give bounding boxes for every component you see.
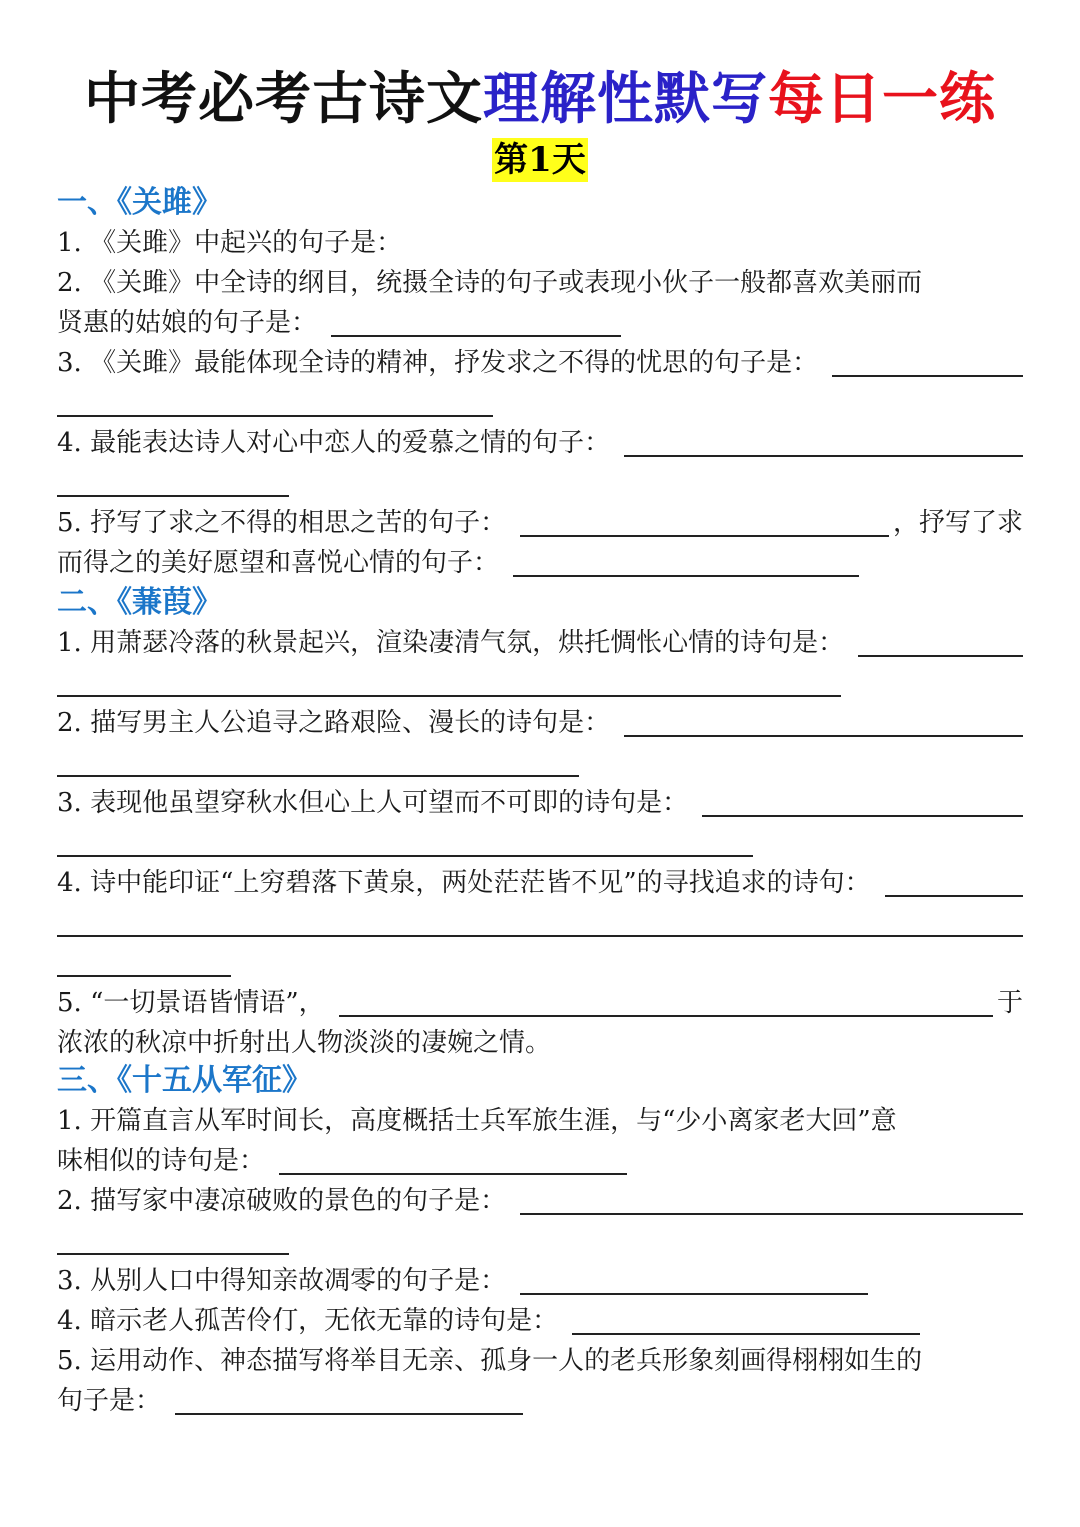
question-3-2-blank	[57, 1221, 1023, 1261]
answer-blank[interactable]	[57, 935, 1023, 937]
question-3-1-cont	[57, 1141, 1023, 1181]
question-text: 于	[996, 988, 1023, 1018]
question-2-2	[57, 703, 1023, 743]
question-text: 3. 表现他虽望穿秋水但心上人可望而不可即的诗句是：	[57, 788, 689, 818]
answer-blank[interactable]	[175, 1413, 523, 1415]
question-3-5-cont	[57, 1381, 1023, 1421]
question-2-4	[57, 863, 1023, 903]
section-heading-guanju	[57, 183, 1023, 223]
answer-blank[interactable]	[702, 815, 1023, 817]
answer-blank[interactable]	[624, 455, 1023, 457]
question-text: 5. 运用动作、神态描写将举目无亲、孤身一人的老兵形象刻画得栩栩如生的	[57, 1346, 923, 1376]
question-3-5	[57, 1341, 1023, 1381]
question-text: 4. 最能表达诗人对心中恋人的爱慕之情的句子：	[57, 428, 611, 458]
answer-blank[interactable]	[339, 1015, 993, 1017]
question-text: ，抒写了求	[892, 508, 1023, 538]
title-part-2: 理解性默写	[483, 67, 768, 132]
question-2-5	[57, 983, 1023, 1023]
answer-blank[interactable]	[57, 495, 289, 497]
question-text: 3. 《关雎》最能体现全诗的精神，抒发求之不得的忧思的句子是：	[57, 348, 819, 378]
question-2-5-cont	[57, 1023, 1023, 1063]
answer-blank[interactable]	[57, 775, 579, 777]
question-1-5-cont	[57, 543, 1023, 583]
section-heading-jianjia	[57, 583, 1023, 623]
day-label-wrap	[0, 138, 1080, 182]
answer-blank[interactable]	[520, 1213, 1023, 1215]
question-1-2	[57, 263, 1023, 303]
question-text: 3. 从别人口中得知亲故凋零的句子是：	[57, 1266, 507, 1296]
question-text: 1. 用萧瑟冷落的秋景起兴，渲染凄清气氛，烘托惆怅心情的诗句是：	[57, 628, 845, 658]
question-2-2-blank	[57, 743, 1023, 783]
question-text: 而得之的美好愿望和喜悦心情的句子：	[57, 548, 500, 578]
question-text: 1. 《关雎》中起兴的句子是：	[57, 228, 403, 258]
answer-blank[interactable]	[57, 855, 753, 857]
title-part-3: 每日一练	[768, 67, 996, 132]
answer-blank[interactable]	[331, 335, 621, 337]
question-2-3-blank	[57, 823, 1023, 863]
answer-blank[interactable]	[520, 1293, 868, 1295]
section-heading-text: 二、《蒹葭》	[57, 585, 222, 620]
question-text: 2. 描写男主人公追寻之路艰险、漫长的诗句是：	[57, 708, 611, 738]
question-text: 5. 抒写了求之不得的相思之苦的句子：	[57, 508, 507, 538]
question-3-1	[57, 1101, 1023, 1141]
question-2-3	[57, 783, 1023, 823]
question-1-1	[57, 223, 1023, 263]
answer-blank[interactable]	[624, 735, 1023, 737]
answer-blank[interactable]	[858, 655, 1023, 657]
page-title	[0, 62, 1080, 138]
section-heading-shiwucongjunzheng	[57, 1061, 1023, 1101]
answer-blank[interactable]	[832, 375, 1023, 377]
title-part-1: 中考必考古诗文	[84, 67, 483, 132]
question-text: 4. 诗中能印证“上穷碧落下黄泉，两处茫茫皆不见”的寻找追求的诗句：	[57, 868, 871, 898]
question-3-2	[57, 1181, 1023, 1221]
day-label: 第1天	[494, 140, 586, 180]
question-text: 2. 描写家中凄凉破败的景色的句子是：	[57, 1186, 507, 1216]
section-heading-text: 三、《十五从军征》	[57, 1063, 312, 1098]
question-2-4-blank-2	[57, 943, 1023, 983]
question-text: 4. 暗示老人孤苦伶仃，无依无靠的诗句是：	[57, 1306, 559, 1336]
question-1-4	[57, 423, 1023, 463]
question-text: 句子是：	[57, 1386, 162, 1416]
question-1-5	[57, 503, 1023, 543]
question-1-3	[57, 343, 1023, 383]
answer-blank[interactable]	[57, 1253, 289, 1255]
question-2-4-blank	[57, 903, 1023, 943]
question-text: 味相似的诗句是：	[57, 1146, 266, 1176]
question-text: 贤惠的姑娘的句子是：	[57, 308, 318, 338]
question-text: 1. 开篇直言从军时间长，高度概括士兵军旅生涯，与“少小离家老大回”意	[57, 1106, 897, 1136]
answer-blank[interactable]	[885, 895, 1023, 897]
question-2-1-blank	[57, 663, 1023, 703]
question-text: 浓浓的秋凉中折射出人物淡淡的凄婉之情。	[57, 1028, 552, 1058]
question-text: 5. “一切景语皆情语”，	[57, 988, 325, 1018]
answer-blank[interactable]	[520, 535, 889, 537]
answer-blank[interactable]	[572, 1333, 920, 1335]
question-2-1	[57, 623, 1023, 663]
answer-blank[interactable]	[57, 415, 493, 417]
answer-blank[interactable]	[57, 695, 841, 697]
question-3-4	[57, 1301, 1023, 1341]
question-1-2-cont	[57, 303, 1023, 343]
question-1-3-blank	[57, 383, 1023, 423]
answer-blank[interactable]	[57, 975, 231, 977]
question-text: 2. 《关雎》中全诗的纲目，统摄全诗的句子或表现小伙子一般都喜欢美丽而	[57, 268, 923, 298]
question-1-4-blank	[57, 463, 1023, 503]
section-heading-text: 一、《关雎》	[57, 185, 222, 220]
question-3-3	[57, 1261, 1023, 1301]
answer-blank[interactable]	[279, 1173, 627, 1175]
answer-blank[interactable]	[513, 575, 859, 577]
